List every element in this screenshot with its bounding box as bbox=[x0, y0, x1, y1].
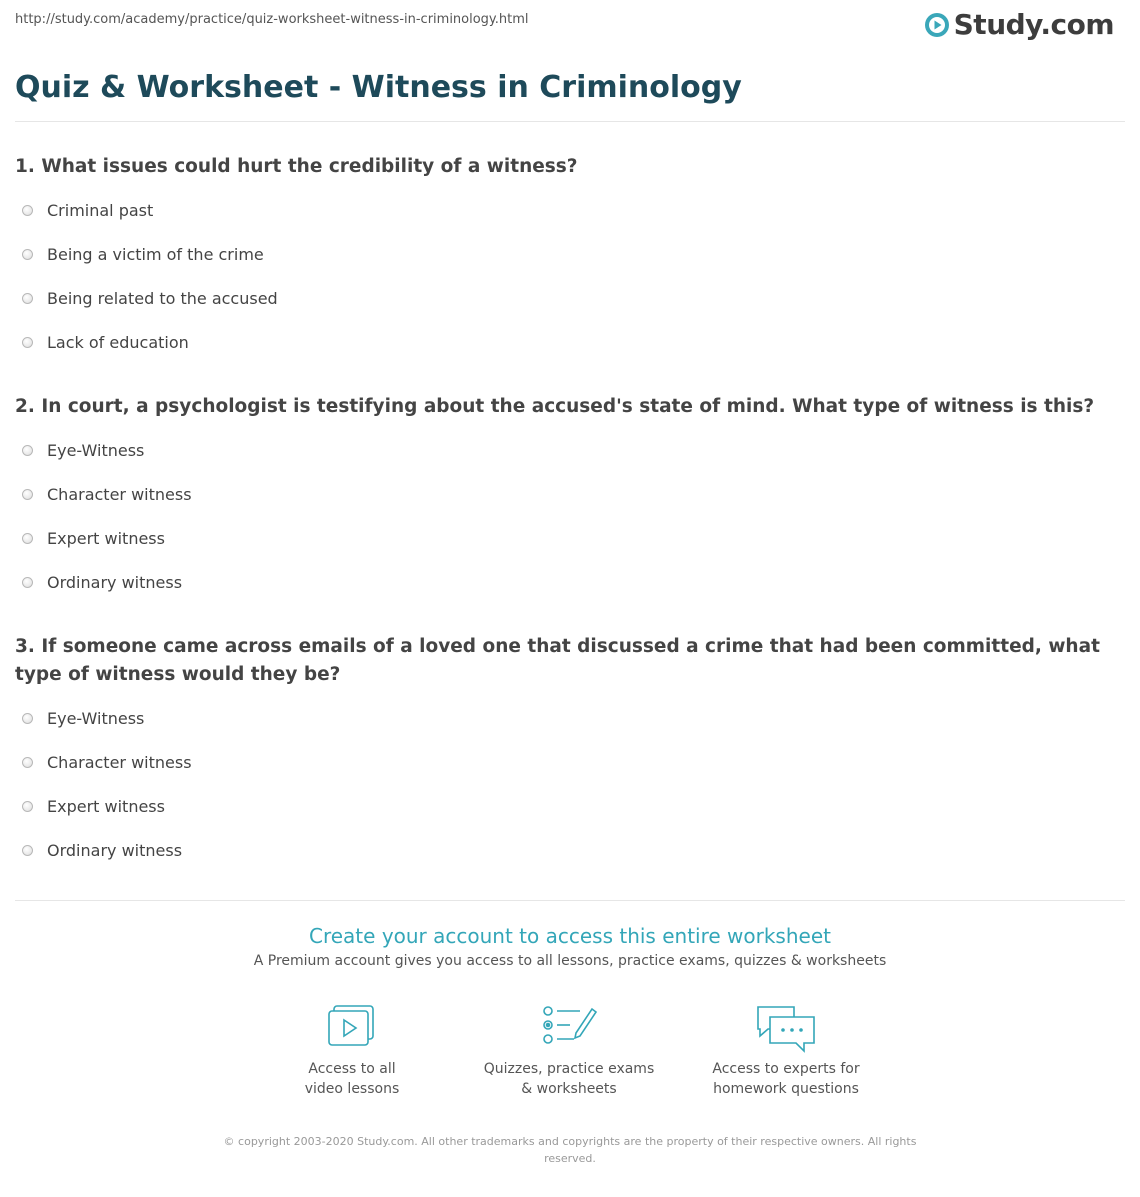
option-label: Ordinary witness bbox=[47, 840, 183, 860]
q1-option-3[interactable] bbox=[22, 287, 278, 309]
quiz-checklist-icon bbox=[540, 1003, 598, 1049]
radio-button[interactable] bbox=[22, 249, 33, 260]
q3-option-2[interactable] bbox=[22, 751, 192, 773]
feature-quizzes bbox=[479, 1003, 659, 1099]
option-label: Expert witness bbox=[47, 796, 165, 816]
cta-divider bbox=[15, 900, 1125, 901]
page-url: http://study.com/academy/practice/quiz-worksheet-witness-in-criminology.html bbox=[15, 12, 529, 27]
option-label: Lack of education bbox=[47, 332, 189, 352]
option-label: Ordinary witness bbox=[47, 572, 183, 592]
radio-button[interactable] bbox=[22, 845, 33, 856]
feature-line-2: video lessons bbox=[304, 1081, 400, 1097]
play-circle-icon bbox=[924, 12, 950, 38]
q1-option-4[interactable] bbox=[22, 331, 189, 353]
radio-button[interactable] bbox=[22, 713, 33, 724]
radio-button[interactable] bbox=[22, 205, 33, 216]
question-3: 3. If someone came across emails of a loved one that discussed a crime that had been committed, what type of witness would they be? bbox=[15, 636, 1100, 685]
option-label: Expert witness bbox=[47, 528, 165, 548]
option-label: Character witness bbox=[47, 752, 192, 772]
option-label: Being a victim of the crime bbox=[47, 244, 264, 264]
feature-line-2: homework questions bbox=[713, 1081, 859, 1097]
radio-button[interactable] bbox=[22, 489, 33, 500]
question-2: 2. In court, a psychologist is testifying about the accused's state of mind. What type of witness is this? bbox=[15, 396, 1095, 417]
option-label: Being related to the accused bbox=[47, 288, 278, 308]
q1-option-1[interactable] bbox=[22, 199, 153, 221]
radio-button[interactable] bbox=[22, 801, 33, 812]
feature-line-1: Access to all bbox=[308, 1061, 396, 1077]
q2-option-4[interactable] bbox=[22, 571, 182, 593]
radio-button[interactable] bbox=[22, 445, 33, 456]
q2-option-3[interactable] bbox=[22, 527, 165, 549]
video-lessons-icon bbox=[325, 1003, 379, 1049]
feature-experts bbox=[696, 1003, 876, 1099]
study-logo[interactable] bbox=[924, 8, 1114, 41]
q3-option-4[interactable] bbox=[22, 839, 182, 861]
feature-line-2: & worksheets bbox=[521, 1081, 617, 1097]
page-title: Quiz & Worksheet - Witness in Criminology bbox=[15, 70, 742, 105]
radio-button[interactable] bbox=[22, 577, 33, 588]
q1-option-2[interactable] bbox=[22, 243, 264, 265]
radio-button[interactable] bbox=[22, 293, 33, 304]
q2-option-2[interactable] bbox=[22, 483, 192, 505]
feature-line-1: Access to experts for bbox=[712, 1061, 860, 1077]
copyright-notice: © copyright 2003-2020 Study.com. All other trademarks and copyrights are the property of their respective owners. All rights reserved. bbox=[223, 1135, 917, 1165]
q3-option-1[interactable] bbox=[22, 707, 144, 729]
option-label: Criminal past bbox=[47, 200, 154, 220]
feature-line-1: Quizzes, practice exams bbox=[483, 1061, 655, 1077]
feature-video-lessons bbox=[262, 1003, 442, 1099]
cta-title[interactable]: Create your account to access this entire worksheet bbox=[309, 924, 831, 948]
radio-button[interactable] bbox=[22, 757, 33, 768]
q2-option-1[interactable] bbox=[22, 439, 144, 461]
logo-text: Study.com bbox=[953, 8, 1114, 41]
q3-option-3[interactable] bbox=[22, 795, 165, 817]
question-1: 1. What issues could hurt the credibility of a witness? bbox=[15, 156, 578, 177]
radio-button[interactable] bbox=[22, 337, 33, 348]
cta-subtitle: A Premium account gives you access to all lessons, practice exams, quizzes & worksheets bbox=[253, 953, 887, 969]
option-label: Eye-Witness bbox=[47, 440, 145, 460]
option-label: Character witness bbox=[47, 484, 192, 504]
radio-button[interactable] bbox=[22, 533, 33, 544]
option-label: Eye-Witness bbox=[47, 708, 145, 728]
chat-bubbles-icon bbox=[754, 1003, 818, 1053]
title-divider bbox=[15, 121, 1125, 122]
